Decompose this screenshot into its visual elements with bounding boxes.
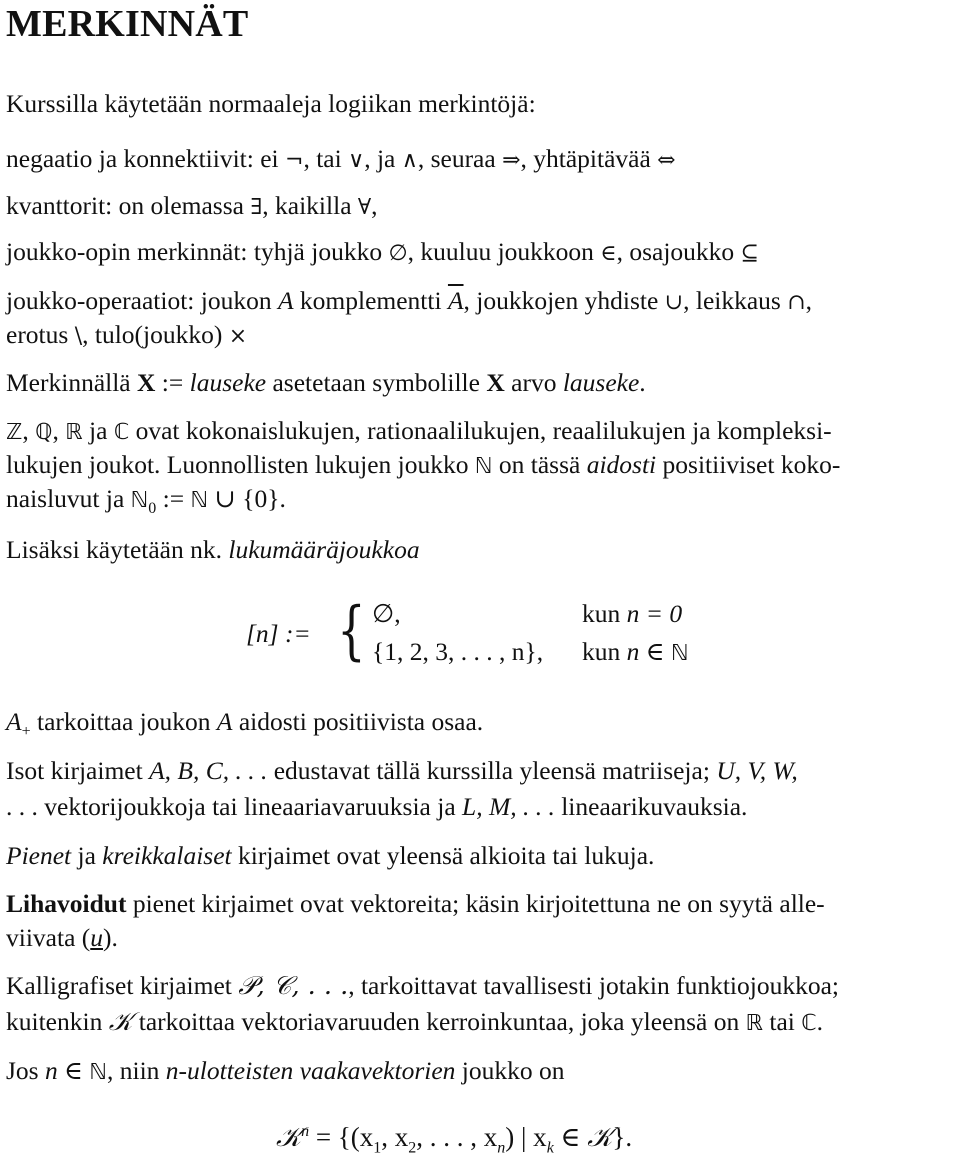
neg-symbol: ¬: [285, 148, 304, 173]
complex-symbol-2: ℂ: [801, 1011, 817, 1036]
setops-text-c: , joukkojen yhdiste: [463, 286, 659, 315]
vectors-term: n-ulotteisten vaakavektorien: [165, 1056, 456, 1085]
numbers-text-c: lukujen joukot. Luonnollisten lukujen joukko: [6, 450, 469, 479]
union-symbol: ∪: [664, 290, 684, 315]
naturals-symbol-3: ℕ: [190, 488, 209, 513]
equiv-symbol: ⇔: [657, 148, 676, 173]
aplus-a: A: [6, 707, 22, 736]
caps-line-1: [6, 754, 798, 788]
formula-sub-1: 1: [373, 1139, 382, 1156]
setops-line-1: [6, 284, 812, 320]
greek-ja: ja: [77, 841, 96, 870]
rationals-symbol: ℚ: [35, 420, 53, 445]
setops-text-a: joukko-operaatiot: joukon: [6, 286, 272, 315]
exists-symbol: ∃: [250, 195, 263, 220]
calli-text-b: , tarkoittavat tavallisesti jotakin funktiojoukkoa;: [348, 971, 839, 1000]
element-of-symbol: ∈: [600, 241, 617, 266]
caps-text-d: lineaarikuvauksia.: [561, 792, 748, 821]
empty-set-symbol: ∅: [388, 241, 408, 266]
numbers-line-1: ℤ, ℚ, ℝ ja ℂ ovat kokonaislukujen, rationaalilukujen, reaalilukujen ja kompleksi-: [6, 416, 832, 445]
subset-symbol: ⊆: [740, 241, 759, 266]
formula-open: = {(x: [315, 1122, 374, 1152]
case-1-kun: kun: [582, 599, 621, 628]
vectors-jos: Jos: [6, 1056, 39, 1085]
formula-sub-k: k: [546, 1139, 554, 1156]
bold-x-2: X: [486, 368, 505, 397]
setops-text-e: ,: [805, 286, 813, 315]
formula-end: }.: [612, 1122, 633, 1152]
formula-sup-n: n: [301, 1123, 310, 1140]
aplus-sub: +: [21, 723, 31, 741]
vectors-niin: , niin: [107, 1056, 160, 1085]
and-label: , ja: [364, 144, 396, 173]
case-2-expr: n ∈: [626, 637, 665, 666]
case-2-kun: kun: [582, 637, 621, 666]
complement-a: $\overline{A}$: [447, 286, 464, 315]
lauseke-var: lauseke: [189, 368, 267, 397]
aplus-text-2: aidosti positiivista osaa.: [238, 707, 484, 736]
formula-dots: , . . . , x: [416, 1122, 498, 1152]
bold-line-1: [6, 887, 825, 921]
calli-k: 𝒦: [108, 1007, 133, 1037]
bold-x: X: [137, 368, 156, 397]
caps-text-b: edustavat tällä kurssilla yleensä matriiseja;: [273, 756, 710, 785]
logic-line: [6, 142, 676, 178]
calli-tai: tai: [769, 1007, 795, 1036]
intersection-symbol: ∩: [787, 290, 806, 315]
integers-symbol: ℤ: [6, 420, 23, 445]
greek-rest: kirjaimet ovat yleensä alkioita tai lukuja.: [238, 841, 655, 870]
naturals-symbol-2: ℕ: [130, 488, 149, 513]
vectors-n-in: n ∈: [44, 1056, 83, 1085]
calli-text-a: Kalligrafiset kirjaimet: [6, 971, 232, 1000]
assign-text-a: Merkinnällä: [6, 368, 131, 397]
aplus-a2: A: [216, 707, 233, 736]
vectors-joukko-on: joukko on: [461, 1056, 565, 1085]
caps-line-2: [6, 790, 747, 824]
setops-text-d: , leikkaus: [683, 286, 781, 315]
sets-line: [6, 235, 759, 271]
page-title: MERKINNÄT: [6, 3, 249, 45]
vector-set-formula: [276, 1120, 632, 1155]
naturals-symbol-4: ℕ: [671, 641, 689, 666]
lihavoidut-bold: Lihavoidut: [6, 889, 127, 918]
formula-bar: ) | x: [505, 1122, 547, 1152]
naturals-symbol: ℕ: [474, 454, 493, 479]
setops-text-b: komplementti: [299, 286, 442, 315]
assign-text-c: arvo: [511, 368, 557, 397]
implies-label: , seuraa: [417, 144, 496, 173]
forall-symbol: ∀: [357, 195, 372, 220]
case-2-condition: [582, 635, 689, 671]
case-2-value: {1, 2, 3, . . . , n},: [372, 637, 544, 666]
left-brace-icon: {: [337, 594, 366, 668]
reals-symbol-2: ℝ: [745, 1011, 764, 1036]
implies-symbol: ⇒: [502, 148, 521, 173]
caps-text-c: . . . vektorijoukkoja tai lineaariavaruuksia ja: [6, 792, 456, 821]
set-a-var: A: [277, 286, 294, 315]
calli-letters: 𝒫, 𝒞, . . .: [238, 971, 349, 1001]
quantifier-line: [6, 189, 378, 225]
aidosti-emph: aidosti: [586, 450, 657, 479]
assign-line: [6, 366, 646, 400]
bold-line-2: [6, 921, 118, 955]
underlined-u: u: [90, 923, 104, 952]
caps-letters-1: A, B, C, . . .: [149, 756, 268, 785]
numbers-text-f: naisluvut ja: [6, 484, 125, 513]
sub-zero: 0: [148, 500, 157, 518]
lauseke-var-2: lauseke: [562, 368, 640, 397]
kreikkalaiset-emph: kreikkalaiset: [102, 841, 232, 870]
defeq-symbol: :=: [161, 368, 184, 397]
quantifier-label: kvanttorit: on olemassa: [6, 191, 244, 220]
count-term: lukumääräjoukkoa: [228, 535, 420, 564]
setops-text-g: , tulo(joukko): [82, 320, 223, 349]
assign-text-b: asetetaan symbolille: [272, 368, 480, 397]
aplus-text: tarkoittaa joukon: [36, 707, 211, 736]
assign-end: .: [639, 368, 646, 397]
bold-rest-1: pienet kirjaimet ovat vektoreita; käsin kirjoitettuna ne on syytä alle-: [132, 889, 825, 918]
case-1-value: ∅,: [372, 599, 401, 628]
quantifier-end: ,: [371, 191, 378, 220]
setops-text-f: erotus: [6, 320, 69, 349]
numbers-text-g: ∪ {0}.: [214, 484, 286, 513]
and-symbol: ∧: [401, 148, 418, 173]
case-1-expr: n = 0: [626, 599, 683, 628]
numbers-ja: ja: [89, 416, 108, 445]
formula-sub-n: n: [497, 1139, 506, 1156]
caps-letters-3: L, M, . . .: [462, 792, 555, 821]
intro-line: [6, 87, 536, 121]
formula-mid: , x: [381, 1122, 409, 1152]
numbers-line-3: [6, 482, 286, 518]
case-1-condition: [582, 597, 682, 631]
calli-line-2: [6, 1005, 823, 1041]
formula-in: ∈: [560, 1122, 581, 1152]
calli-line-1: [6, 969, 839, 1003]
pienet-emph: Pienet: [6, 841, 72, 870]
formula-k: 𝒦: [276, 1122, 302, 1153]
forall-label: , kaikilla: [262, 191, 352, 220]
setops-line-2: [6, 318, 247, 354]
complex-symbol: ℂ: [113, 420, 130, 445]
or-label: , tai: [303, 144, 342, 173]
intro-text: Kurssilla käytetään normaaleja logiikan merkintöjä:: [6, 89, 536, 118]
numbers-text-d: on tässä: [498, 450, 581, 479]
numbers-defeq: :=: [162, 484, 185, 513]
times-symbol: ×: [228, 324, 248, 349]
formula-k-2: 𝒦: [587, 1122, 613, 1153]
reals-symbol: ℝ: [65, 420, 83, 445]
calli-end: .: [816, 1007, 824, 1036]
caps-text-a: Isot kirjaimet: [6, 756, 143, 785]
formula-sub-2: 2: [408, 1139, 417, 1156]
in-label: , kuuluu joukkoon: [407, 237, 594, 266]
calli-text-c: kuitenkin: [6, 1007, 103, 1036]
aplus-line: [6, 705, 483, 739]
subset-label: , osajoukko: [616, 237, 735, 266]
bold-rest-2: viivata (: [6, 923, 91, 952]
numbers-text-e: positiiviset koko-: [662, 450, 841, 479]
count-line: [6, 533, 420, 567]
vectors-line: [6, 1054, 565, 1090]
naturals-symbol-5: ℕ: [89, 1060, 107, 1085]
caps-letters-2: U, V, W,: [716, 756, 798, 785]
count-lhs: [n] :=: [246, 619, 311, 648]
negation-label: negaatio ja konnektiivit: ei: [6, 144, 279, 173]
or-symbol: ∨: [348, 148, 365, 173]
greek-line: [6, 839, 654, 873]
numbers-line-2: [6, 448, 840, 484]
calli-text-d: tarkoittaa vektoriavaruuden kerroinkuntaa, joka yleensä on: [138, 1007, 740, 1036]
count-text-a: Lisäksi käytetään nk.: [6, 535, 222, 564]
setminus-symbol: \: [74, 324, 83, 349]
equiv-label: , yhtäpitävää: [520, 144, 651, 173]
bold-rest-2-end: ).: [103, 923, 118, 952]
numbers-text-b: ovat kokonaislukujen, rationaalilukujen, reaalilukujen ja kompleksi-: [135, 416, 832, 445]
sets-label: joukko-opin merkinnät: tyhjä joukko: [6, 237, 383, 266]
